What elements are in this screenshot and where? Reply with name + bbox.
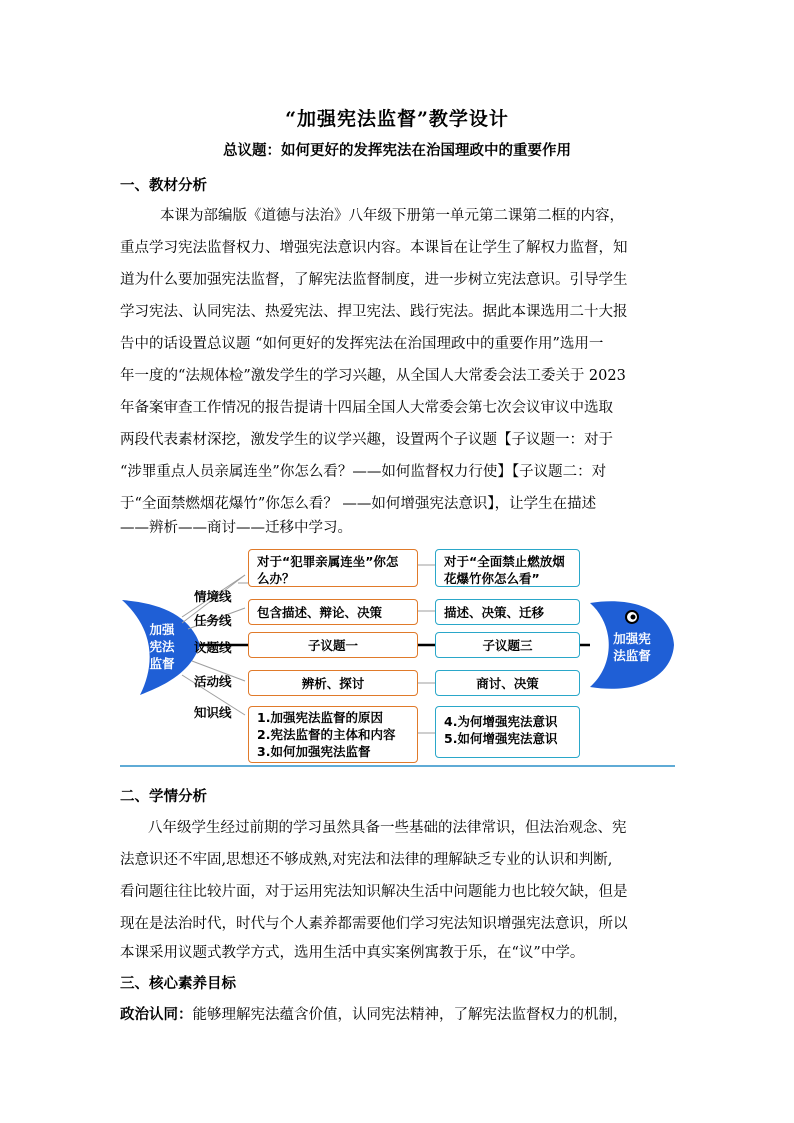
- right-activity-box: 商讨、决策: [435, 670, 580, 696]
- document-subtitle: 总议题：如何更好的发挥宪法在治国理政中的重要作用: [223, 142, 571, 159]
- left-activity-box: 辨析、探讨: [248, 670, 418, 696]
- paragraph-line: ——辨析——商讨——迁移中学习。: [120, 520, 352, 536]
- paragraph-line: 两段代表素材深挖，激发学生的议学兴趣，设置两个子议题【子议题一：对于: [120, 432, 613, 448]
- knowledge-item: 2.宪法监督的主体和内容: [257, 727, 396, 742]
- goal-text: 能够理解宪法蕴含价值，认同宪法精神，了解宪法监督权力的机制，: [192, 1007, 628, 1023]
- paragraph-line: 看问题往往比较片面，对于运用宪法知识解决生活中问题能力也比较欠缺，但是: [120, 884, 628, 900]
- paragraph-line: 于“全面禁燃烟花爆竹”你怎么看？ ——如何增强宪法意识】，让学生在描述: [120, 496, 597, 512]
- paragraph-line: 年一度的“法规体检”激发学生的学习兴趣，从全国人大常委会法工委关于 2023: [120, 368, 626, 384]
- right-knowledge-box: [435, 706, 580, 758]
- knowledge-item: 1.加强宪法监督的原因: [257, 710, 383, 725]
- left-situation-box: 对于“犯罪亲属连坐”你怎么办？: [248, 549, 418, 587]
- document-title: “加强宪法监督”教学设计: [285, 108, 509, 130]
- paragraph-line: 现在是法治时代，时代与个人素养都需要他们学习宪法知识增强宪法意识，所以: [120, 916, 628, 932]
- paragraph-line: 本课采用议题式教学方式，选用生活中真实案例寓教于乐，在“议”中学。: [120, 945, 585, 961]
- knowledge-item: 5.如何增强宪法意识: [444, 731, 558, 746]
- left-fish-label: 加强 宪法 监督: [149, 622, 175, 671]
- paragraph-line: 告中的话设置总议题 “如何更好的发挥宪法在治国理政中的重要作用”选用一: [120, 336, 604, 352]
- paragraph-line: 八年级学生经过前期的学习虽然具备一些基础的法律常识，但法治观念、宪: [148, 820, 627, 836]
- section-heading-core-goals: 三、核心素养目标: [120, 975, 236, 992]
- section-heading-student-analysis: 二、学情分析: [120, 788, 207, 805]
- line-label-situation: 情境线: [194, 589, 232, 604]
- right-topic-box: 子议题三: [435, 632, 580, 658]
- paragraph-line: 法意识还不牢固,思想还不够成熟,对宪法和法律的理解缺乏专业的认识和判断,: [120, 852, 613, 868]
- goal-label: 政治认同：: [120, 1006, 193, 1023]
- line-label-knowledge: 知识线: [194, 705, 232, 720]
- line-label-activity: 活动线: [194, 674, 232, 689]
- paragraph-line: 道为什么要加强宪法监督，了解宪法监督制度，进一步树立宪法意识。引导学生: [120, 272, 628, 288]
- left-task-box: 包含描述、辩论、决策: [248, 599, 418, 625]
- paragraph-line: 重点学习宪法监督权力、增强宪法意识内容。本课旨在让学生了解权力监督，知: [120, 240, 628, 256]
- paragraph-line: 学习宪法、认同宪法、热爱宪法、捍卫宪法、践行宪法。据此本课选用二十大报: [120, 304, 628, 320]
- line-label-topic: 议题线: [194, 640, 232, 655]
- line-label-task: 任务线: [194, 613, 232, 628]
- left-topic-box: 子议题一: [248, 632, 418, 658]
- left-knowledge-box: [248, 706, 418, 763]
- section-heading-textbook-analysis: 一、教材分析: [120, 177, 207, 194]
- right-task-box: 描述、决策、迁移: [435, 599, 580, 625]
- fishbone-diagram: [120, 545, 675, 767]
- knowledge-item: 4.为何增强宪法意识: [444, 714, 558, 729]
- paragraph-line: “涉罪重点人员亲属连坐”你怎么看？——如何监督权力行使】【子议题二：对: [120, 464, 607, 480]
- right-situation-box: 对于“全面禁止燃放烟花爆竹你怎么看”: [435, 549, 580, 587]
- goal-line: [120, 1003, 628, 1024]
- paragraph-line: 年备案审查工作情况的报告提请十四届全国人大常委会第七次会议审议中选取: [120, 400, 613, 416]
- right-fish-label: 加强宪 法监督: [613, 631, 651, 663]
- knowledge-item: 3.如何加强宪法监督: [257, 744, 371, 759]
- paragraph-line: 本课为部编版《道德与法治》八年级下册第一单元第二课第二框的内容，: [160, 208, 624, 224]
